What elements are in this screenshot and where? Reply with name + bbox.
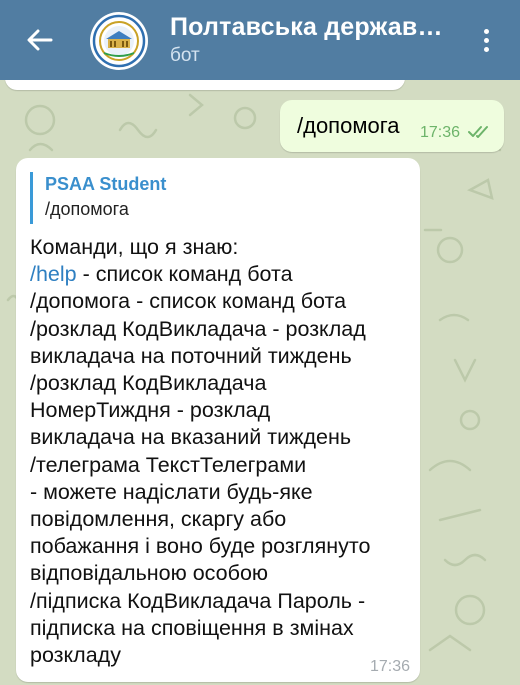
reply-author: PSAA Student — [45, 174, 167, 194]
arrow-left-icon — [27, 29, 53, 51]
message-line: розкладу — [30, 643, 121, 668]
message-line: викладача на вказаний тиждень — [30, 425, 352, 450]
message-line: /розклад КодВикладача — [30, 371, 267, 396]
message-line — [30, 261, 414, 288]
menu-button[interactable] — [474, 24, 498, 56]
chat-title[interactable]: Полтавська держав… — [170, 13, 443, 41]
message-line: Команди, що я знаю: — [30, 235, 239, 259]
incoming-message-time: 17:36 — [369, 658, 410, 675]
help-command-description: - список команд бота — [76, 262, 293, 287]
help-command-link[interactable]: /help — [30, 262, 77, 287]
message-line: - можете надіслати будь-яке — [30, 479, 313, 504]
message-line: повідомлення, скаргу або — [30, 507, 287, 532]
message-line: викладача на поточний тиждень — [30, 343, 352, 368]
message-line: підписка на сповіщення в змінах — [30, 615, 354, 640]
message-line: НомерТиждня - розклад — [30, 398, 271, 423]
outgoing-message-time: 17:36 — [420, 124, 461, 141]
double-check-icon — [468, 124, 492, 140]
incoming-message-bubble[interactable] — [16, 158, 420, 682]
outgoing-message-bubble[interactable] — [280, 100, 504, 152]
chat-header — [0, 0, 520, 80]
message-line: /розклад КодВикладача - розклад — [30, 316, 366, 341]
message-line: /підписка КодВикладача Пароль - — [30, 588, 366, 613]
outgoing-message-text: /допомога — [297, 113, 400, 138]
more-vertical-icon — [484, 29, 489, 34]
message-line: відповідальною особою — [30, 561, 269, 586]
chat-subtitle: бот — [170, 45, 200, 66]
message-body — [30, 234, 414, 669]
avatar[interactable] — [90, 12, 148, 70]
message-line: побажання і воно буде розглянуто — [30, 534, 371, 559]
university-seal-logo — [90, 12, 148, 70]
reply-text: /допомога — [45, 199, 129, 219]
back-button[interactable] — [22, 22, 58, 58]
message-line: /телеграма ТекстТелеграми — [30, 452, 307, 477]
reply-quote[interactable] — [30, 172, 330, 224]
message-line: /допомога - список команд бота — [30, 289, 347, 314]
